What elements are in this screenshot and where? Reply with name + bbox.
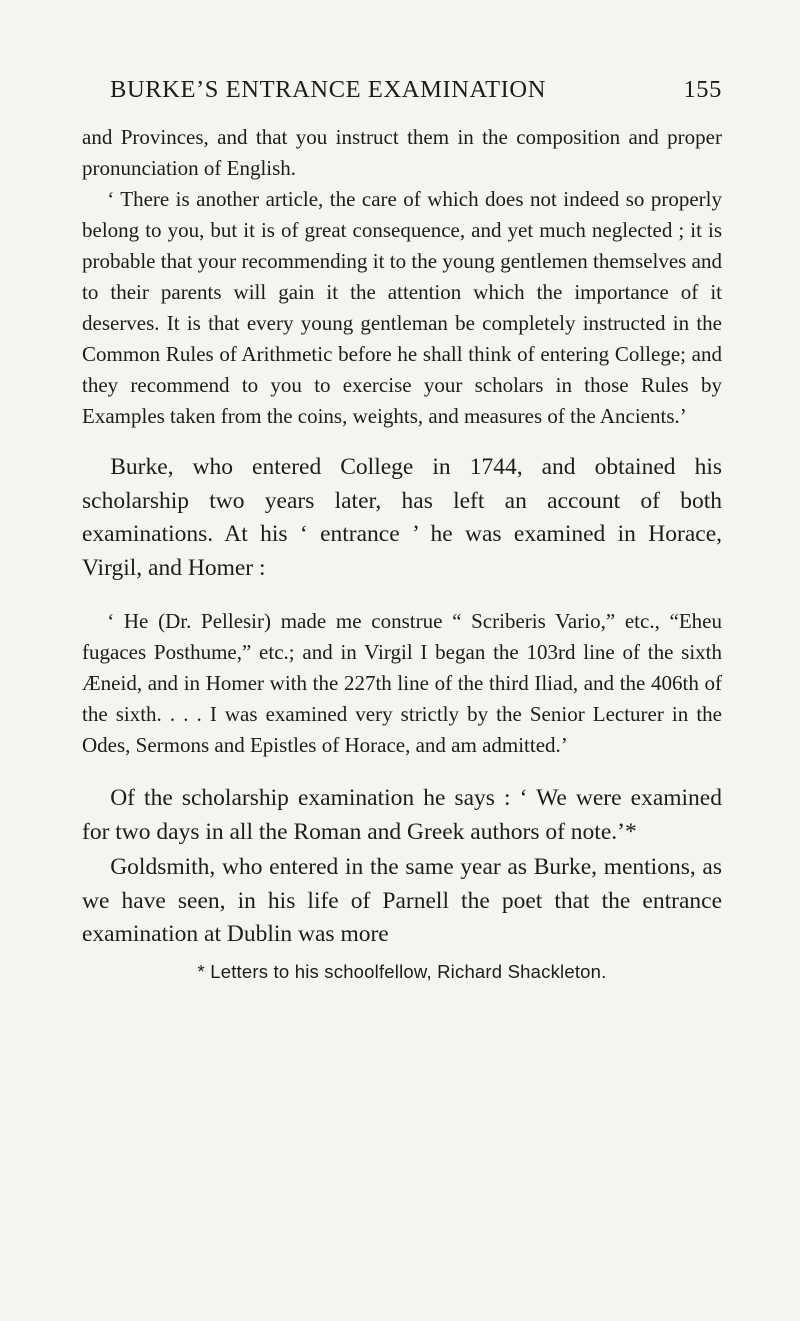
pellesir-quote-paragraph: ‘ He (Dr. Pellesir) made me construe “ Scriberis Vario,” etc., “Eheu fugaces Posthume,” etc.; and in Virgil I began the 103rd line of the sixth Æneid, and in Homer with the 227th line of the third Iliad, and the 406th of the sixth. . . . I was examined very strictly by the Senior Lecturer in the Odes, Sermons and Epistles of Horace, and am admitted.’ xyxy=(82,609,722,757)
book-page xyxy=(82,70,722,1002)
running-header xyxy=(82,70,722,110)
quote-continuation-paragraph: and Provinces, and that you instruct them in the composition and proper pronunciation of English. xyxy=(82,125,722,180)
goldsmith-paragraph: Goldsmith, who entered in the same year as Burke, mentions, as we have seen, in his life of Parnell the poet that the entrance examination at Dublin was more xyxy=(82,854,722,947)
burke-intro-paragraph: Burke, who entered College in 1744, and obtained his scholarship two years later, has left an account of both examinations. At his ‘ entrance ’ he was examined in Horace, Virgil, and Homer : xyxy=(82,454,722,581)
arithmetic-quote-paragraph: ‘ There is another article, the care of which does not indeed so properly belong to you, but it is of great consequence, and yet much neglected ; it is probable that your recommending it to the young gentlemen themselves and to their parents will gain it the attention which the importance of it deserves. It is that every young gentleman be completely instructed in the Common Rules of Arithmetic before he shall think of entering College; and they recommend to you to exercise your scholars in those Rules by Examples taken from the coins, weights, and measures of the Ancients.’ xyxy=(82,187,722,428)
footnote: * Letters to his schoolfellow, Richard Shackleton. xyxy=(197,960,607,982)
scholarship-paragraph: Of the scholarship examination he says : ‘ We were examined for two days in all the Roman and Greek authors of note.’* xyxy=(82,785,722,845)
running-title: BURKE’S ENTRANCE EXAMINATION xyxy=(110,76,547,103)
page-number: 155 xyxy=(683,76,722,103)
